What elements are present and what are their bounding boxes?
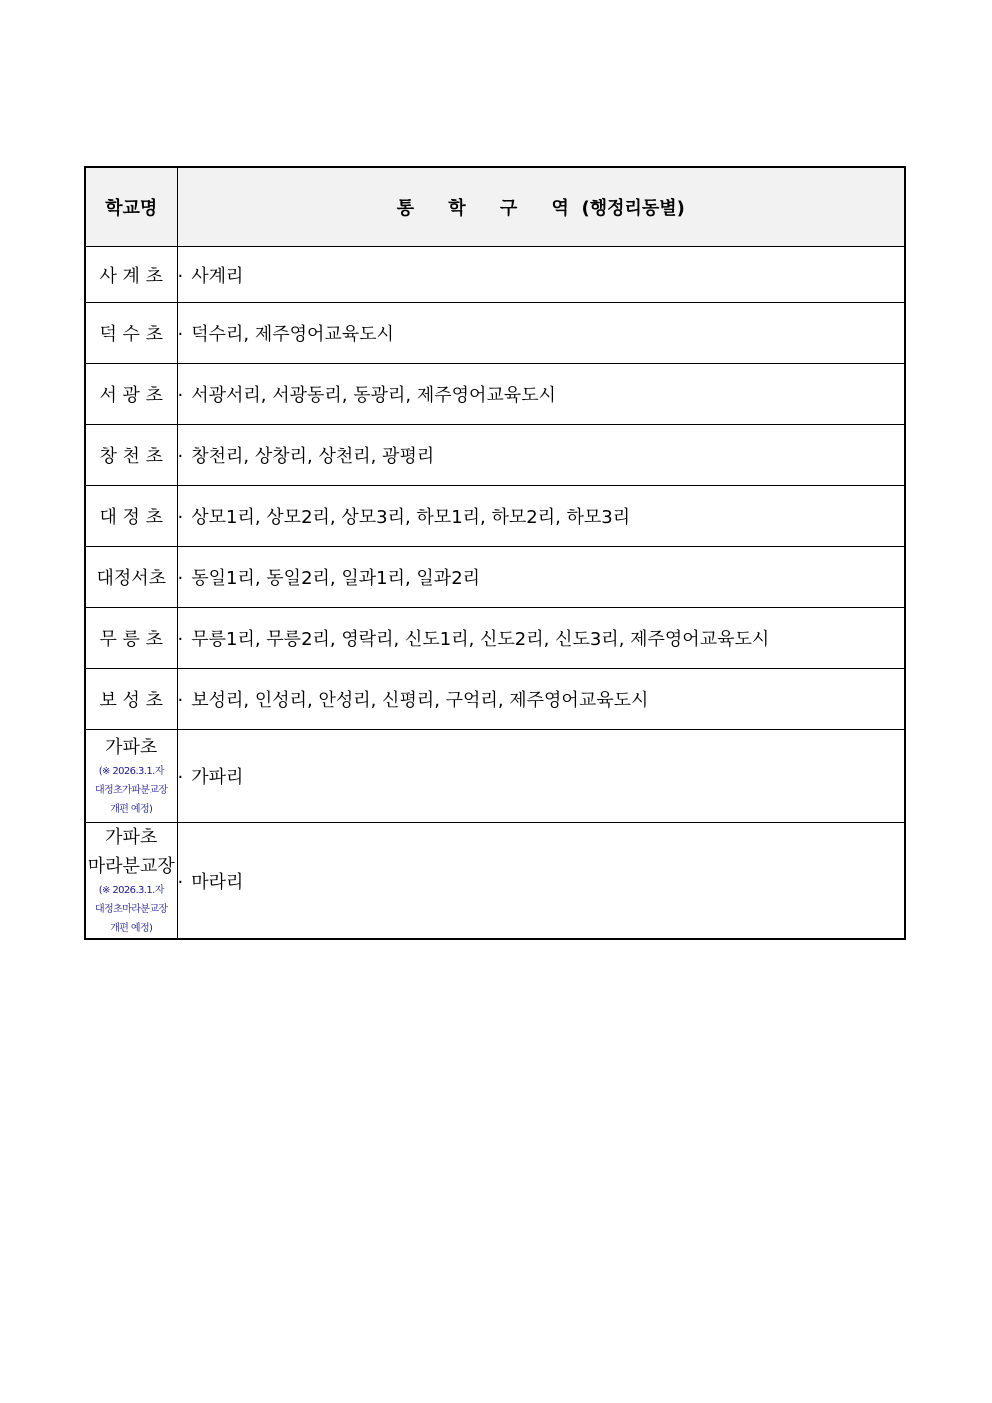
bullet: ·	[177, 767, 184, 788]
zone-areas	[177, 425, 905, 486]
school-name: 대 정 초	[85, 486, 177, 547]
school-note-line: (※ 2026.3.1.자	[98, 885, 164, 896]
table-row	[85, 247, 905, 303]
bullet: ·	[177, 871, 184, 893]
header-zone	[177, 167, 905, 247]
area-list: 보성리, 인성리, 안성리, 신평리, 구억리, 제주영어교육도시	[191, 690, 649, 711]
school-name: 보 성 초	[85, 669, 177, 730]
bullet: ·	[177, 446, 184, 467]
school-note-line: 개편 예정)	[110, 804, 153, 815]
zone-areas	[177, 303, 905, 364]
zone-areas	[177, 547, 905, 608]
school-note-line: 대정초마라분교장	[95, 904, 168, 915]
zone-areas	[177, 730, 905, 823]
school-name: 서 광 초	[85, 364, 177, 425]
bullet: ·	[177, 568, 184, 589]
zone-areas	[177, 364, 905, 425]
school-name: 덕 수 초	[85, 303, 177, 364]
school-zone-table	[84, 166, 906, 940]
area-list: 무릉1리, 무릉2리, 영락리, 신도1리, 신도2리, 신도3리, 제주영어교육도시	[191, 629, 770, 650]
table-row	[85, 547, 905, 608]
area-list: 사계리	[191, 265, 244, 287]
table-row	[85, 303, 905, 364]
header-zone-title: 통 학 구 역	[396, 198, 569, 219]
bullet: ·	[177, 385, 184, 406]
area-list: 상모1리, 상모2리, 상모3리, 하모1리, 하모2리, 하모3리	[191, 507, 631, 528]
bullet: ·	[177, 690, 184, 711]
school-note-line: 대정초가파분교장	[95, 785, 168, 796]
school-name: 무 릉 초	[85, 608, 177, 669]
table-row	[85, 669, 905, 730]
area-list: 서광서리, 서광동리, 동광리, 제주영어교육도시	[191, 385, 556, 406]
table-row	[85, 730, 905, 823]
school-name: 가파초	[105, 737, 158, 758]
zone-areas	[177, 608, 905, 669]
table-row	[85, 823, 905, 940]
bullet: ·	[177, 324, 184, 345]
school-name: 마라분교장	[87, 856, 175, 877]
header-zone-suffix: (행정리동별)	[581, 198, 685, 219]
bullet: ·	[177, 507, 184, 528]
area-list: 덕수리, 제주영어교육도시	[191, 324, 394, 345]
zone-areas	[177, 823, 905, 940]
zone-areas	[177, 247, 905, 303]
school-name: 창 천 초	[85, 425, 177, 486]
zone-areas	[177, 486, 905, 547]
bullet: ·	[177, 265, 184, 287]
school-name: 사 계 초	[85, 247, 177, 303]
school-name: 가파초	[105, 827, 158, 848]
school-note-line: 개편 예정)	[110, 923, 153, 934]
zone-areas	[177, 669, 905, 730]
school-cell	[85, 730, 177, 823]
school-name: 대정서초	[85, 547, 177, 608]
school-note-line: (※ 2026.3.1.자	[98, 766, 164, 777]
area-list: 동일1리, 동일2리, 일과1리, 일과2리	[191, 568, 481, 589]
bullet: ·	[177, 629, 184, 650]
school-cell	[85, 823, 177, 940]
table-row	[85, 608, 905, 669]
table-row	[85, 364, 905, 425]
area-list: 가파리	[191, 767, 244, 788]
area-list: 창천리, 상창리, 상천리, 광평리	[191, 446, 435, 467]
header-school: 학교명	[85, 167, 177, 247]
table-header-row	[85, 167, 905, 247]
area-list: 마라리	[191, 871, 244, 893]
table-row	[85, 425, 905, 486]
table-row	[85, 486, 905, 547]
